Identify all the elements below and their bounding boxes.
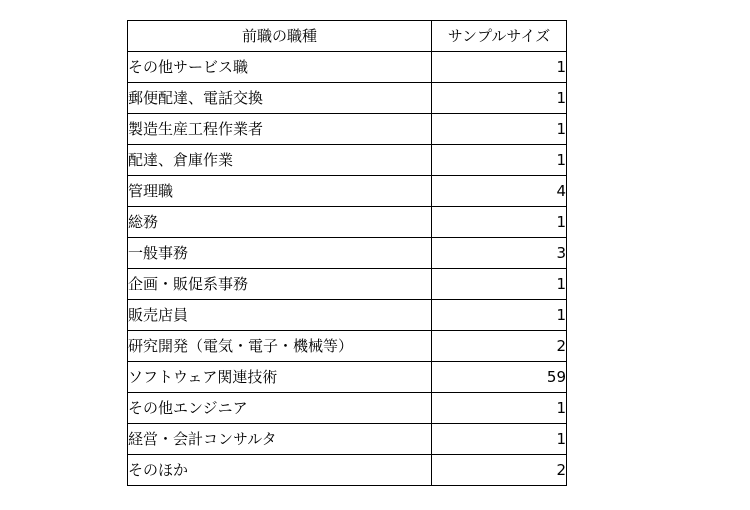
table-row xyxy=(128,362,567,393)
cell-sample-size[interactable]: 4 xyxy=(432,176,567,207)
table-row xyxy=(128,145,567,176)
spreadsheet-area xyxy=(127,20,567,486)
cell-sample-size[interactable]: 1 xyxy=(432,424,567,455)
cell-sample-size[interactable]: 1 xyxy=(432,393,567,424)
cell-sample-size[interactable]: 1 xyxy=(432,300,567,331)
table-row xyxy=(128,238,567,269)
table-row xyxy=(128,52,567,83)
cell-job[interactable]: その他エンジニア xyxy=(128,393,432,424)
header-sample-size[interactable]: サンプルサイズ xyxy=(432,21,567,52)
cell-sample-size[interactable]: 3 xyxy=(432,238,567,269)
cell-sample-size[interactable]: 1 xyxy=(432,52,567,83)
cell-sample-size[interactable]: 2 xyxy=(432,455,567,486)
cell-job[interactable]: 郵便配達、電話交換 xyxy=(128,83,432,114)
cell-job[interactable]: そのほか xyxy=(128,455,432,486)
table-row xyxy=(128,114,567,145)
table-row xyxy=(128,455,567,486)
cell-job[interactable]: 販売店員 xyxy=(128,300,432,331)
header-row xyxy=(128,21,567,52)
cell-job[interactable]: 研究開発（電気・電子・機械等） xyxy=(128,331,432,362)
cell-job[interactable]: 経営・会計コンサルタ xyxy=(128,424,432,455)
table-row xyxy=(128,176,567,207)
table-row xyxy=(128,300,567,331)
cell-job[interactable]: 一般事務 xyxy=(128,238,432,269)
cell-sample-size[interactable]: 1 xyxy=(432,269,567,300)
table-row xyxy=(128,331,567,362)
table-row xyxy=(128,393,567,424)
header-job[interactable]: 前職の職種 xyxy=(128,21,432,52)
cell-sample-size[interactable]: 59 xyxy=(432,362,567,393)
cell-sample-size[interactable]: 1 xyxy=(432,83,567,114)
cell-job[interactable]: 管理職 xyxy=(128,176,432,207)
cell-job[interactable]: 総務 xyxy=(128,207,432,238)
cell-sample-size[interactable]: 1 xyxy=(432,114,567,145)
cell-job[interactable]: ソフトウェア関連技術 xyxy=(128,362,432,393)
table-row xyxy=(128,207,567,238)
cell-job[interactable]: 企画・販促系事務 xyxy=(128,269,432,300)
cell-job[interactable]: 製造生産工程作業者 xyxy=(128,114,432,145)
table-row xyxy=(128,269,567,300)
cell-sample-size[interactable]: 1 xyxy=(432,145,567,176)
job-sample-table xyxy=(127,20,567,486)
cell-sample-size[interactable]: 2 xyxy=(432,331,567,362)
cell-sample-size[interactable]: 1 xyxy=(432,207,567,238)
cell-job[interactable]: その他サービス職 xyxy=(128,52,432,83)
cell-job[interactable]: 配達、倉庫作業 xyxy=(128,145,432,176)
table-row xyxy=(128,424,567,455)
table-row xyxy=(128,83,567,114)
